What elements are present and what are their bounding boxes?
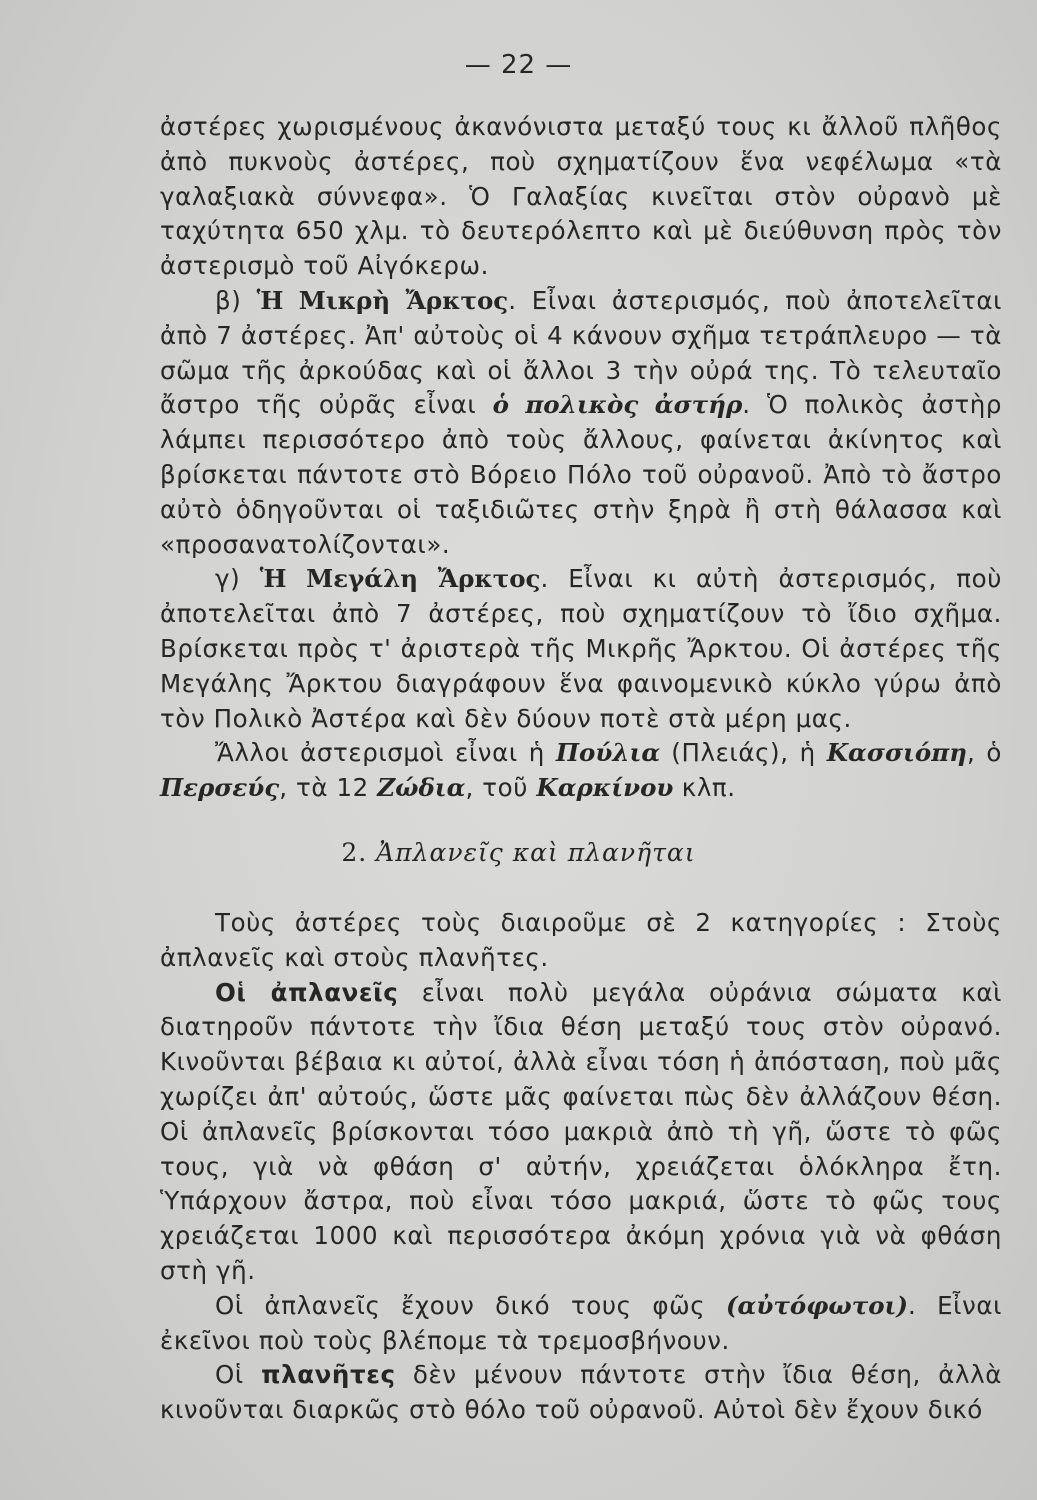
planets-lead: Οἱ bbox=[215, 1360, 262, 1390]
others-sep-3: , τοῦ bbox=[465, 773, 537, 803]
planets-paragraph bbox=[160, 1358, 1002, 1428]
cassiopeia-term: Κασσιόπη bbox=[826, 738, 967, 768]
other-constellations-paragraph bbox=[160, 736, 1002, 806]
planets-text: δὲν μένουν πάντοτε στὴν ἴδια θέση, ἀλλὰ κινοῦνται διαρκῶς στὸ θόλο τοῦ οὐρανοῦ. Αὐτοὶ δὲν ἔχουν δικό bbox=[160, 1360, 1002, 1425]
self-luminous-text: Οἱ ἀπλανεῖς ἔχουν δικό τους φῶς bbox=[215, 1290, 726, 1320]
ursa-major-marker: γ) bbox=[215, 564, 241, 594]
galaxy-text: ἀστέρες χωρισμένους ἀκανόνιστα μεταξύ τους κι ἄλλοῦ πλῆθος ἀπὸ πυκνοὺς ἀστέρες, ποὺ σχηματίζουν ἕνα νεφέλωμα «τὰ γαλαξιακὰ σύννεφα». Ὁ Γαλαξίας κινεῖται στὸν οὐρανὸ μὲ ταχύτητα 650 χλμ. τὸ δευτερόλεπτο καὶ μὲ διεύθυνση πρὸς τὸν ἀστερισμὸ τοῦ Αἰγόκερω. bbox=[160, 112, 1002, 281]
ursa-major-term: Ἡ Μεγάλη Ἄρκτος bbox=[259, 564, 541, 594]
others-sep-2: , τὰ 12 bbox=[279, 773, 378, 803]
self-luminous-tail: . Εἶναι ἐκεῖνοι ποὺ τοὺς βλέπομε τὰ τρεμοσβήνουν. bbox=[160, 1290, 1003, 1355]
ursa-minor-paragraph bbox=[160, 284, 1002, 562]
galaxy-paragraph bbox=[160, 110, 1002, 284]
cancer-term: Καρκίνου bbox=[536, 773, 674, 803]
ursa-minor-marker: β) bbox=[215, 285, 242, 315]
ursa-minor-term: Ἡ Μικρὴ Ἄρκτος bbox=[256, 285, 509, 315]
section-heading bbox=[0, 838, 1037, 867]
categories-paragraph bbox=[160, 906, 1002, 976]
self-luminous-term: (αὐτόφωτοι) bbox=[725, 1290, 908, 1320]
ursa-major-paragraph bbox=[160, 562, 1002, 736]
ursa-minor-text-after: . Ὁ πολικὸς ἀστὴρ λάμπει περισσότερο ἀπὸ τοὺς ἄλλους, φαίνεται ἀκίνητος καὶ βρίσκεται πάντοτε στὸ Βόρειο Πόλο τοῦ οὐρανοῦ. Ἀπὸ τὸ ἄστρο αὐτὸ ὁδηγοῦνται οἱ ταξιδιῶτες στὴν ξηρὰ ἢ στὴ θάλασσα καὶ «προσανατολίζονται». bbox=[160, 390, 1003, 559]
ursa-major-text: . Εἶναι κι αὐτὴ ἀστερισμός, ποὺ ἀποτελεῖται ἀπὸ 7 ἀστέρες, ποὺ σχηματίζουν τὸ ἴδιο σχῆμα. Βρίσκεται πρὸς τ' ἀριστερὰ τῆς Μικρῆς Ἄρκτου. Οἱ ἀστέρες τῆς Μεγάλης Ἄρκτου διαγράφουν ἕνα φαινομενικὸ κύκλο γύρω ἀπὸ τὸν Πολικὸ Ἀστέρα καὶ δὲν δύουν ποτὲ στὰ μέρη μας. bbox=[160, 564, 1002, 733]
pleiades-alt: (Πλειάς), ἡ bbox=[660, 738, 827, 768]
polar-star-term: ὁ πολικὸς ἀστήρ bbox=[492, 390, 743, 420]
page-number: — 22 — bbox=[464, 50, 573, 80]
fixed-stars-text: εἶναι πολὺ μεγάλα οὐράνια σώματα καὶ διατηροῦν πάντοτε τὴν ἴδια θέση μεταξύ τους στὸν οὐρανό. Κινοῦνται βέβαια κι αὐτοί, ἀλλὰ εἶναι τόση ἡ ἀπόσταση, ποὺ μᾶς χωρίζει ἀπ' αὐτούς, ὥστε μᾶς φαίνεται πὼς δὲν ἀλλάζουν θέση. Οἱ ἀπλανεῖς βρίσκονται τόσο μακριὰ ἀπὸ τὴ γῆ, ὥστε τὸ φῶς τους, γιὰ νὰ φθάση σ' αὐτήν, χρειάζεται ὁλόκληρα ἔτη. Ὑπάρχουν ἄστρα, ποὺ εἶναι τόσο μακριά, ὥστε τὸ φῶς τους χρειάζεται 1000 καὶ περισσότερα ἀκόμη χρόνια γιὰ νὰ φθάση στὴ γῆ. bbox=[160, 977, 1002, 1285]
fixed-stars-paragraph bbox=[160, 976, 1002, 1289]
others-sep-1: , ὁ bbox=[966, 738, 1002, 768]
ursa-minor-text-before: . Εἶναι ἀστερισμός, ποὺ ἀποτελεῖται ἀπὸ 7 ἀστέρες. Ἀπ' αὐτοὺς οἱ 4 κάνουν σχῆμα τετράπλευρο — τὰ σῶμα τῆς ἀρκούδας καὶ οἱ ἄλλοι 3 τὴν οὐρά της. Τὸ τελευταῖο ἄστρο τῆς οὐρᾶς εἶναι bbox=[160, 285, 1002, 420]
fixed-stars-planets-text bbox=[160, 906, 1002, 1428]
zodiac-term: Ζώδια bbox=[377, 773, 466, 803]
perseus-term: Περσεύς bbox=[160, 773, 280, 803]
pleiades-term: Πούλια bbox=[555, 738, 661, 768]
constellations-text bbox=[160, 110, 1002, 806]
categories-text: Τοὺς ἀστέρες τοὺς διαιροῦμε σὲ 2 κατηγορίες : Στοὺς ἀπλανεῖς καὶ στοὺς πλανῆτες. bbox=[160, 908, 1002, 972]
section-number: 2. bbox=[341, 838, 368, 867]
others-lead: Ἄλλοι ἀστερισμοὶ εἶναι ἡ bbox=[215, 738, 556, 768]
planets-term: πλανῆτες bbox=[261, 1360, 396, 1390]
section-title: Ἀπλανεῖς καὶ πλανῆται bbox=[376, 838, 696, 867]
fixed-stars-term: Οἱ ἀπλανεῖς bbox=[215, 977, 399, 1007]
self-luminous-paragraph bbox=[160, 1289, 1002, 1359]
others-tail: κλπ. bbox=[673, 773, 736, 803]
